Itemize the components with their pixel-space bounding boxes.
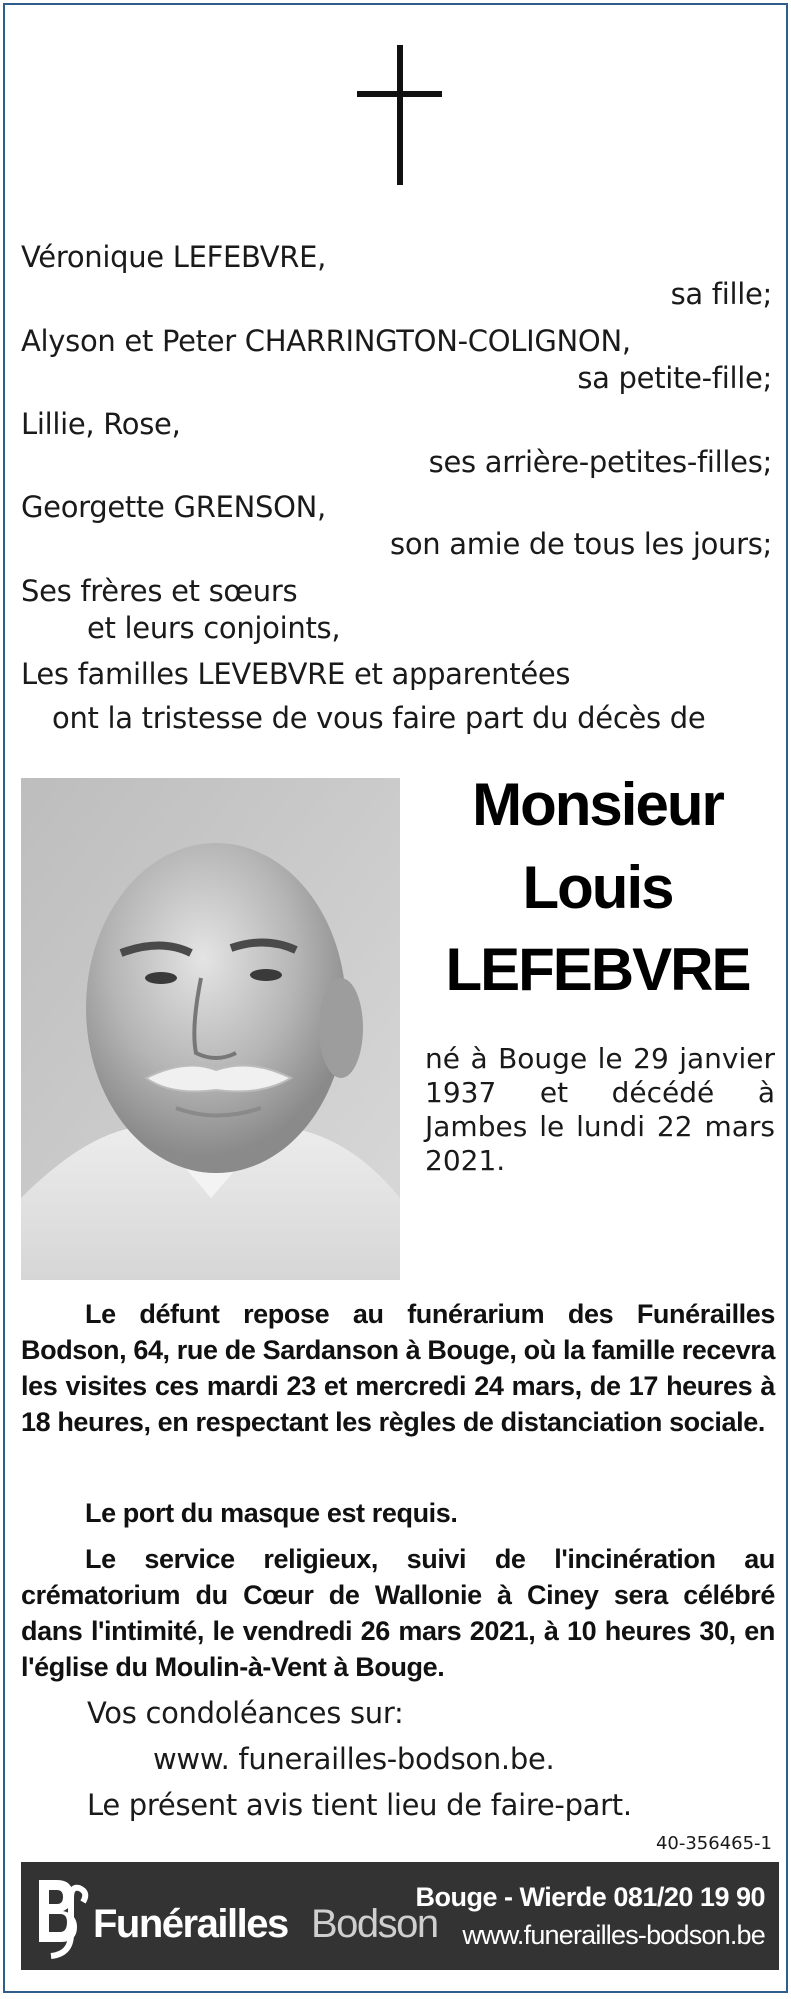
phone-number[interactable]: 081/20 19 90: [613, 1882, 765, 1912]
wake-info-text: Le défunt repose au funérarium des Funérailles Bodson, 64, rue de Sardanson à Bouge, où la famille recevra les visites ces mardi 23 et mercredi 24 mars, de 17 heures à 18 heures, en respectant les règles de distanciation sociale.: [21, 1299, 775, 1437]
brand-name-part1: Funérailles: [93, 1902, 288, 1946]
funeral-home-banner: [21, 1862, 779, 1970]
mask-info-text: Le port du masque est requis.: [85, 1498, 458, 1528]
brand-name-part2: Bodson: [311, 1902, 438, 1946]
announcement-line: ont la tristesse de vous faire part du décès de: [52, 701, 706, 735]
cross-icon-bar: [357, 91, 442, 97]
faire-part-note: Le présent avis tient lieu de faire-part.: [87, 1788, 632, 1822]
obituary-notice: [3, 3, 788, 1993]
wake-info: [21, 1296, 775, 1440]
family-relation: sa fille;: [670, 277, 772, 311]
deceased-first-name: Louis: [522, 854, 673, 921]
family-relation: ses arrière-petites-filles;: [428, 445, 772, 479]
contact-line: [416, 1882, 765, 1913]
family-relation: son amie de tous les jours;: [390, 527, 772, 561]
family-line: et leurs conjoints,: [87, 611, 341, 645]
portrait-photo: [21, 778, 400, 1280]
deceased-title: Monsieur: [472, 771, 723, 838]
family-line: Ses frères et sœurs: [21, 574, 298, 608]
family-line: Véronique LEFEBVRE,: [21, 240, 327, 274]
family-relation: sa petite-fille;: [577, 361, 772, 395]
mask-info: [21, 1495, 775, 1531]
family-line: Alyson et Peter CHARRINGTON-COLIGNON,: [21, 324, 631, 358]
bodson-logo-icon: [33, 1872, 93, 1962]
family-line: Lillie, Rose,: [21, 407, 181, 441]
service-info: [21, 1541, 775, 1685]
footer-website[interactable]: www.funerailles-bodson.be: [462, 1920, 765, 1950]
reference-number: 40-356465-1: [655, 1833, 772, 1854]
family-line: Les familles LEVEBVRE et apparentées: [21, 657, 571, 691]
location-label: Bouge - Wierde: [415, 1882, 607, 1912]
condolences-website[interactable]: www. funerailles-bodson.be.: [153, 1742, 555, 1776]
birth-death-info: né à Bouge le 29 janvier 1937 et décédé à Jambes le lundi 22 mars 2021.: [425, 1042, 775, 1177]
deceased-last-name: LEFEBVRE: [445, 936, 750, 1003]
family-line: Georgette GRENSON,: [21, 490, 326, 524]
cross-icon: [397, 45, 403, 185]
condolences-label: Vos condoléances sur:: [87, 1696, 404, 1730]
service-info-text: Le service religieux, suivi de l'incinération au crématorium du Cœur de Wallonie à Ciney sera célébré dans l'intimité, le vendredi 26 mars 2021, à 10 heures 30, en l'église du Moulin-à-Vent à Bouge.: [21, 1544, 775, 1682]
